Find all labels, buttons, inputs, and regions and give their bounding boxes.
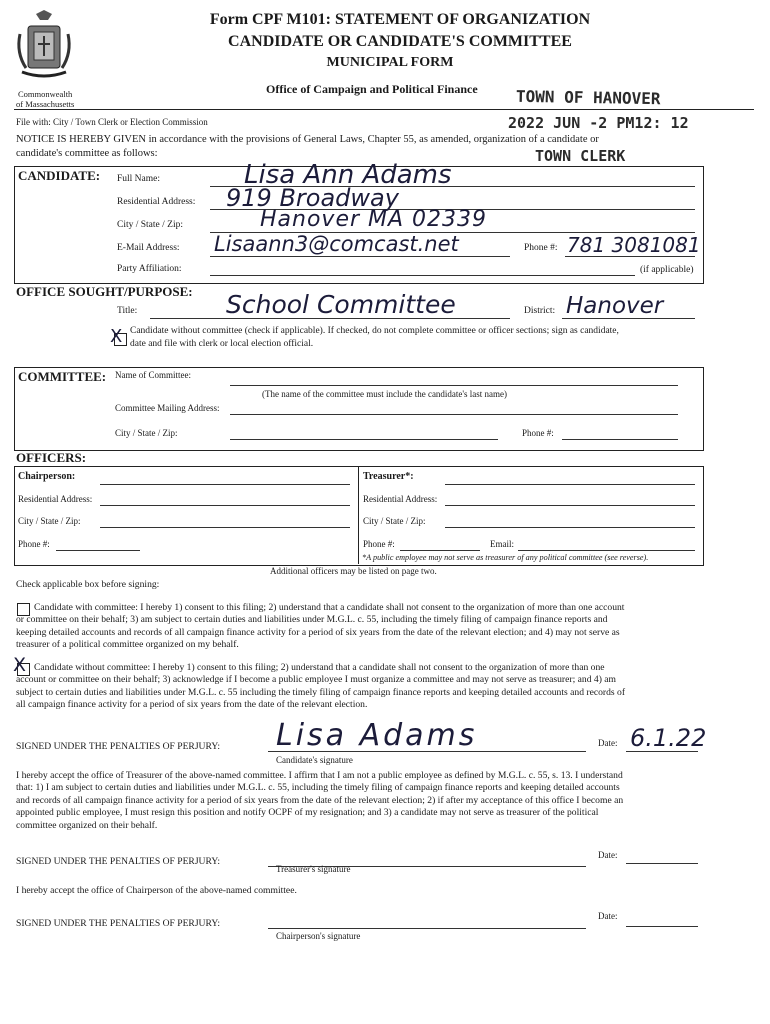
treasurer-city-line: [445, 527, 695, 528]
notice-line-1: NOTICE IS HEREBY GIVEN in accordance with the provisions of General Laws, Chapter 55, as amended, organization of a candidate or: [16, 134, 599, 145]
committee-name-line: [230, 385, 678, 386]
chair-address-label: Residential Address:: [18, 494, 93, 504]
treasurer-acceptance-text: [16, 770, 706, 832]
header-divider: [14, 109, 754, 110]
chair-date-label: Date:: [598, 911, 618, 921]
no-committee-text-2: date and file with clerk or local election official.: [130, 339, 314, 349]
stamp-date: 2022 JUN -2 PM12: 12: [508, 114, 689, 132]
stamp-town: TOWN OF HANOVER: [515, 86, 661, 109]
treasurer-address-label: Residential Address:: [363, 494, 438, 504]
district-label: District:: [524, 306, 556, 316]
chair-signature-line[interactable]: [268, 928, 586, 929]
with-committee-line-1: Candidate with committee: I hereby 1) consent to this filing; 2) understand that a candidate shall not consent to the organization of more than one account: [34, 602, 625, 613]
seal-caption-2: of Massachusetts: [16, 99, 75, 109]
chair-penalty-label: SIGNED UNDER THE PENALTIES OF PERJURY:: [16, 918, 221, 929]
treasurer-phone-label: Phone #:: [363, 539, 395, 549]
committee-city-line: [230, 439, 498, 440]
district-field[interactable]: Hanover: [566, 293, 664, 319]
checkbox-mark: X: [110, 326, 123, 347]
candidate-penalty-label: SIGNED UNDER THE PENALTIES OF PERJURY:: [16, 741, 221, 752]
chair-line: [100, 484, 350, 485]
treasurer-date-line[interactable]: [626, 863, 698, 864]
candidate-signature[interactable]: Lisa Adams: [276, 718, 478, 753]
phone-field[interactable]: 781 3081081: [567, 233, 701, 257]
party-line: [210, 275, 635, 276]
chair-address-line: [100, 505, 350, 506]
candidate-date[interactable]: 6.1.22: [630, 724, 707, 752]
title-field[interactable]: School Committee: [226, 290, 456, 319]
public-employee-note: *A public employee may not serve as treasurer of any political committee (see reverse).: [362, 553, 649, 562]
candidate-heading: CANDIDATE:: [18, 168, 101, 183]
treasurer-text-line-2: that: 1) I am subject to certain duties and liabilities under M.G.L. c. 55, including the timely filing of campaign finance reports and keeping detailed accounts: [16, 782, 620, 794]
committee-phone-label: Phone #:: [522, 428, 554, 438]
chair-label: Chairperson:: [18, 471, 76, 482]
seal-icon: [14, 8, 74, 90]
without-committee-line-4: all campaign finance activity for a period of six years from the date of the relevant election.: [16, 699, 368, 711]
treasurer-phone-line: [400, 550, 480, 551]
without-committee-text: [16, 662, 706, 712]
city-field[interactable]: Hanover MA 02339: [260, 207, 488, 232]
officers-divider: [358, 466, 359, 564]
with-committee-line-3: keeping detailed accounts and records of all campaign finance activity for a period of six years from the date of the relevant election; and 4) may not serve as: [16, 626, 620, 638]
chair-date-line[interactable]: [626, 926, 698, 927]
treasurer-label: Treasurer*:: [363, 471, 414, 482]
title-label: Title:: [117, 306, 138, 316]
treasurer-email-label: Email:: [490, 539, 514, 549]
email-line: [210, 256, 510, 257]
treasurer-date-label: Date:: [598, 850, 618, 860]
chair-phone-line: [56, 550, 140, 551]
without-committee-line-2: account or committee on their behalf; 3) acknowledge if I become a public employee I must organize a committee and may not serve as treasurer; and 4) am: [16, 674, 617, 686]
city-label: City / State / Zip:: [117, 220, 183, 230]
treasurer-line: [445, 484, 695, 485]
without-committee-line-3: subject to certain duties and liabilities under M.G.L. c. 55 including the timely filing of campaign finance reports and keeping detailed accounts and records of: [16, 686, 626, 698]
candidate-signature-label: Candidate's signature: [276, 755, 353, 765]
chair-phone-label: Phone #:: [18, 539, 50, 549]
address-label: Residential Address:: [117, 197, 196, 207]
committee-heading: COMMITTEE:: [18, 369, 107, 384]
committee-name-label: Name of Committee:: [115, 370, 191, 380]
check-note: Check applicable box before signing:: [16, 579, 160, 590]
committee-name-note: (The name of the committee must include the candidate's last name): [262, 389, 508, 399]
committee-phone-line: [562, 439, 678, 440]
file-with: File with: City / Town Clerk or Election Commission: [16, 117, 208, 127]
email-field[interactable]: Lisaann3@comcast.net: [214, 232, 459, 256]
party-note: (if applicable): [640, 265, 694, 275]
chair-acceptance-text: I hereby accept the office of Chairperson of the above-named committee.: [16, 885, 297, 896]
form-subtitle: CANDIDATE OR CANDIDATE'S COMMITTEE: [228, 33, 572, 50]
chair-city-label: City / State / Zip:: [18, 516, 81, 526]
candidate-date-label: Date:: [598, 738, 618, 748]
treasurer-signature-label: Treasurer's signature: [276, 864, 351, 874]
massachusetts-seal: [14, 8, 74, 90]
form-type: MUNICIPAL FORM: [326, 55, 454, 70]
form-title: Form CPF M101: STATEMENT OF ORGANIZATION: [209, 11, 591, 28]
additional-officers-note: Additional officers may be listed on page two.: [270, 566, 437, 576]
with-committee-text: [16, 602, 706, 652]
committee-mailing-line: [230, 414, 678, 415]
treasurer-penalty-label: SIGNED UNDER THE PENALTIES OF PERJURY:: [16, 856, 221, 867]
email-label: E-Mail Address:: [117, 243, 180, 253]
chair-signature-label: Chairperson's signature: [276, 931, 361, 941]
full-name-label: Full Name:: [117, 174, 161, 184]
seal-caption-1: Commonwealth: [18, 89, 73, 99]
treasurer-address-line: [445, 505, 695, 506]
stamp-clerk: TOWN CLERK: [535, 147, 626, 165]
treasurer-text-line-5: committee organized on their behalf.: [16, 819, 158, 831]
full-name-field[interactable]: Lisa Ann Adams: [244, 160, 452, 190]
treasurer-email-line: [518, 550, 695, 551]
office-name: Office of Campaign and Political Finance: [266, 82, 478, 96]
office-sought-heading: OFFICE SOUGHT/PURPOSE:: [16, 284, 193, 299]
chair-city-line: [100, 527, 350, 528]
officers-heading: OFFICERS:: [16, 450, 87, 465]
committee-mailing-label: Committee Mailing Address:: [115, 403, 220, 413]
address-field[interactable]: 919 Broadway: [226, 184, 399, 212]
phone-label: Phone #:: [524, 243, 558, 253]
without-committee-line-1: Candidate without committee: I hereby 1) consent to this filing; 2) understand that a candidate shall not consent to the organization of more than one: [34, 662, 605, 673]
party-label: Party Affiliation:: [117, 264, 182, 274]
committee-city-label: City / State / Zip:: [115, 428, 178, 438]
officers-box: [14, 466, 704, 566]
with-committee-line-2: or committee on their behalf; 3) am subject to certain duties and liabilities under M.G.L. c. 55, including the timely filing of campaign finance reports and: [16, 614, 608, 626]
treasurer-city-label: City / State / Zip:: [363, 516, 426, 526]
treasurer-text-line-3: and records of all campaign finance activity for a period of six years from the date of the relevant election; 2) if after my acceptance of this office I become an: [16, 794, 624, 806]
notice-line-2: candidate's committee as follows:: [16, 148, 158, 159]
treasurer-text-line-4: appointed public employee, I must resign this position and notify OCPF of my resignation; and 3) a candidate may not serve as treasurer of the political: [16, 807, 599, 819]
treasurer-text-line-1: I hereby accept the office of Treasurer of the above-named committee. I affirm that I am not a public employee as defined by M.G.L. c. 55, s. 13. I understand: [16, 770, 623, 781]
without-committee-mark: X: [13, 654, 27, 676]
no-committee-text-1: Candidate without committee (check if applicable). If checked, do not complete committee or officer sections; sign as candidate,: [130, 326, 619, 336]
with-committee-line-4: treasurer of a political committee organized on my behalf.: [16, 639, 239, 651]
